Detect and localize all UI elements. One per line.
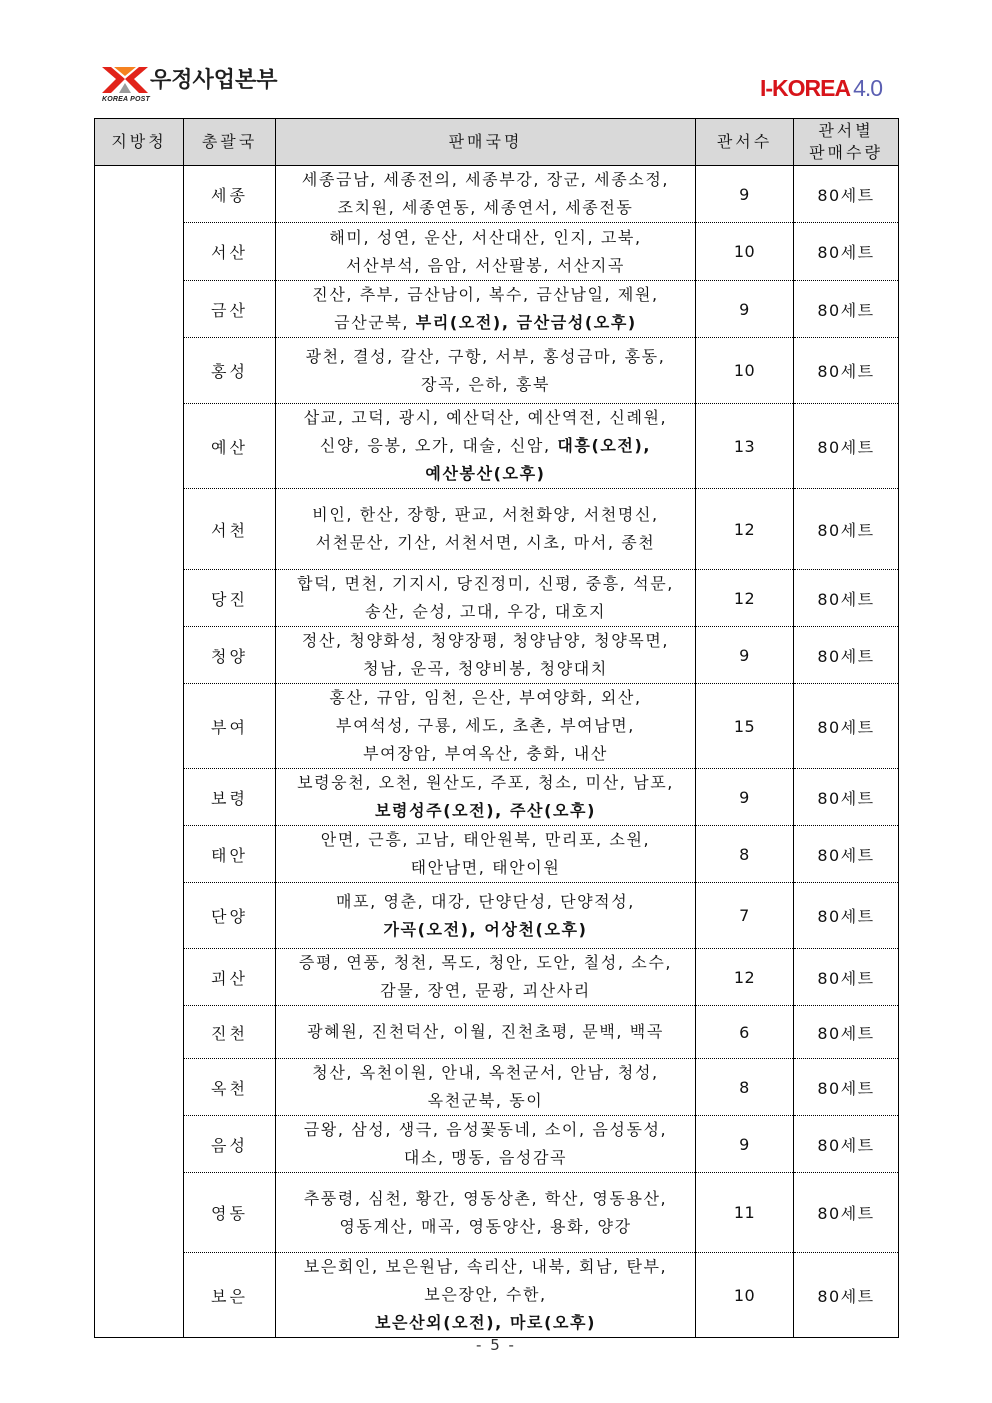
office-count-cell: 12 — [696, 570, 794, 627]
hq-office-cell: 세종 — [184, 166, 276, 223]
sales-offices-cell — [276, 281, 696, 338]
office-names-text: 부여장암, 부여옥산, 충화, 내산 — [363, 744, 608, 763]
office-line — [276, 1116, 695, 1144]
sales-qty-cell: 80세트 — [794, 223, 899, 281]
office-line — [276, 252, 695, 280]
office-count-cell: 6 — [696, 1006, 794, 1059]
column-header-office-count: 관서수 — [696, 119, 794, 166]
sales-offices-cell — [276, 769, 696, 826]
column-header-hq-office: 총괄국 — [184, 119, 276, 166]
office-names-text: 비인, 한산, 장항, 판교, 서천화양, 서천명신, — [312, 505, 659, 524]
sales-offices-cell — [276, 684, 696, 769]
table-row — [95, 1006, 899, 1059]
sales-qty-cell: 80세트 — [794, 627, 899, 684]
office-names-text: 보령웅천, 오천, 원산도, 주포, 청소, 미산, 남포, — [297, 773, 674, 792]
sales-qty-cell: 80세트 — [794, 166, 899, 223]
office-count-cell: 10 — [696, 223, 794, 281]
sales-qty-cell: 80세트 — [794, 489, 899, 570]
office-count-cell: 9 — [696, 627, 794, 684]
sales-offices-cell — [276, 1253, 696, 1338]
sales-offices-cell — [276, 166, 696, 223]
sales-offices-cell — [276, 883, 696, 949]
office-names-text: 감물, 장연, 문광, 괴산사리 — [380, 981, 591, 1000]
office-names-text: 부여석성, 구룡, 세도, 초촌, 부여남면, — [336, 716, 635, 735]
office-names-text: 조치원, 세종연동, 세종연서, 세종전동 — [337, 198, 634, 217]
table-row — [95, 404, 899, 489]
office-count-cell: 10 — [696, 338, 794, 404]
sales-offices-cell — [276, 1006, 696, 1059]
office-line — [276, 1309, 695, 1337]
office-names-bold-text: 보은산외(오전), 마로(오후) — [374, 1313, 597, 1332]
table-header — [95, 119, 899, 166]
office-line — [276, 1144, 695, 1172]
table-row — [95, 338, 899, 404]
office-line — [276, 769, 695, 797]
table-row — [95, 570, 899, 627]
hq-office-cell: 영동 — [184, 1173, 276, 1253]
office-names-text: 서산부석, 음암, 서산팔봉, 서산지곡 — [346, 255, 625, 275]
table-row — [95, 627, 899, 684]
sales-offices-cell — [276, 404, 696, 489]
hq-office-cell: 보은 — [184, 1253, 276, 1338]
sales-offices-cell — [276, 826, 696, 883]
office-names-bold-text: 부리(오전), 금산금성(오후) — [415, 313, 637, 332]
office-names-text: 삽교, 고덕, 광시, 예산덕산, 예산역전, 신례원, — [303, 408, 668, 427]
office-names-text: 추풍령, 심천, 황간, 영동상촌, 학산, 영동용산, — [303, 1188, 668, 1208]
table-row — [95, 883, 899, 949]
office-names-text: 진산, 추부, 금산남이, 복수, 금산남일, 제원, — [312, 285, 659, 304]
office-names-text: 매포, 영춘, 대강, 단양단성, 단양적성, — [336, 891, 635, 911]
office-count-cell: 9 — [696, 1116, 794, 1173]
office-count-cell: 13 — [696, 404, 794, 489]
korea-post-wordmark: KOREA POST — [102, 96, 151, 103]
office-line — [276, 501, 695, 529]
column-header-sales-qty — [794, 119, 899, 166]
table-row — [95, 1253, 899, 1338]
office-count-cell: 12 — [696, 489, 794, 570]
office-names-text: 광천, 결성, 갈산, 구항, 서부, 홍성금마, 홍동, — [305, 346, 666, 366]
office-line — [276, 854, 695, 882]
office-line — [276, 1281, 695, 1309]
office-count-cell: 15 — [696, 684, 794, 769]
hq-office-cell: 음성 — [184, 1116, 276, 1173]
office-names-text: 금왕, 삼성, 생극, 음성꽃동네, 소이, 음성동성, — [303, 1120, 668, 1139]
office-names-text: 송산, 순성, 고대, 우강, 대호지 — [364, 602, 607, 621]
office-names-text: 해미, 성연, 운산, 서산대산, 인지, 고북, — [329, 227, 642, 247]
hq-office-cell: 괴산 — [184, 949, 276, 1006]
sales-office-table — [94, 118, 899, 1338]
table-row — [95, 769, 899, 826]
hq-office-cell: 단양 — [184, 883, 276, 949]
hq-office-cell: 태안 — [184, 826, 276, 883]
office-names-text: 안면, 근흥, 고남, 태안원북, 만리포, 소원, — [320, 830, 651, 849]
office-count-cell: 8 — [696, 1059, 794, 1116]
office-names-text: 옥천군북, 동이 — [427, 1091, 544, 1110]
hq-office-cell: 서산 — [184, 223, 276, 281]
korea-post-logo-icon — [102, 66, 148, 94]
office-names-text: 청산, 옥천이원, 안내, 옥천군서, 안남, 청성, — [312, 1063, 659, 1082]
office-line — [276, 977, 695, 1005]
office-names-text: 태안남면, 태안이원 — [410, 858, 561, 877]
table-row — [95, 1059, 899, 1116]
office-count-cell: 10 — [696, 1253, 794, 1338]
sales-qty-cell: 80세트 — [794, 338, 899, 404]
sales-qty-cell: 80세트 — [794, 1059, 899, 1116]
office-line — [276, 712, 695, 740]
office-names-text: 세종금남, 세종전의, 세종부강, 장군, 세종소정, — [301, 170, 670, 189]
hq-office-cell: 홍성 — [184, 338, 276, 404]
office-line — [276, 1253, 695, 1281]
office-line — [276, 343, 695, 371]
office-names-text: 청남, 운곡, 청양비봉, 청양대치 — [363, 659, 608, 678]
office-line — [276, 224, 695, 252]
office-names-text: 장곡, 은하, 홍북 — [420, 374, 551, 394]
office-count-cell: 9 — [696, 166, 794, 223]
column-header-region-office: 지방청 — [95, 119, 184, 166]
column-header-sales-qty-line1: 관서별 — [818, 121, 874, 140]
table-row — [95, 166, 899, 223]
office-names-text: 광혜원, 진천덕산, 이월, 진천초평, 문백, 백곡 — [307, 1022, 664, 1041]
office-line — [276, 1018, 695, 1046]
hq-office-cell: 진천 — [184, 1006, 276, 1059]
office-line — [276, 797, 695, 825]
table-header-row — [95, 119, 899, 166]
office-line — [276, 1213, 695, 1241]
table-row — [95, 223, 899, 281]
i-korea-logo-main: I-KOREA — [760, 75, 851, 101]
hq-office-cell: 당진 — [184, 570, 276, 627]
table-row — [95, 1116, 899, 1173]
column-header-sales-offices: 판매국명 — [276, 119, 696, 166]
office-line — [276, 432, 695, 460]
sales-offices-cell — [276, 1173, 696, 1253]
sales-qty-cell: 80세트 — [794, 570, 899, 627]
office-line — [276, 684, 695, 712]
org-name: 우정사업본부 — [150, 68, 278, 93]
sales-qty-cell: 80세트 — [794, 1253, 899, 1338]
sales-offices-cell — [276, 627, 696, 684]
table-body — [95, 166, 899, 1338]
column-header-sales-qty-line2: 판매수량 — [809, 143, 883, 162]
office-names-text: 대소, 맹동, 음성감곡 — [403, 1148, 568, 1167]
office-names-text: 보은장안, 수한, — [424, 1285, 547, 1304]
office-line — [276, 1059, 695, 1087]
office-line — [276, 166, 695, 194]
office-line — [276, 281, 695, 309]
office-names-text: 금산군북, — [334, 313, 416, 332]
office-count-cell: 8 — [696, 826, 794, 883]
hq-office-cell: 예산 — [184, 404, 276, 489]
sales-qty-cell: 80세트 — [794, 1173, 899, 1253]
office-names-text: 영동계산, 매곡, 영동양산, 용화, 양강 — [339, 1216, 632, 1236]
hq-office-cell: 옥천 — [184, 1059, 276, 1116]
office-line — [276, 740, 695, 768]
sales-offices-cell — [276, 489, 696, 570]
table-row — [95, 949, 899, 1006]
office-names-text: 보은회인, 보은원남, 속리산, 내북, 회남, 탄부, — [303, 1257, 668, 1276]
sales-qty-cell: 80세트 — [794, 883, 899, 949]
sales-qty-cell: 80세트 — [794, 404, 899, 489]
office-names-bold-text: 보령성주(오전), 주산(오후) — [374, 801, 597, 820]
page-number: - 5 - — [476, 1336, 516, 1354]
sales-qty-cell: 80세트 — [794, 281, 899, 338]
office-line — [276, 1185, 695, 1213]
office-names-text: 증평, 연풍, 청천, 목도, 청안, 도안, 칠성, 소수, — [298, 953, 673, 972]
office-names-bold-text: 가곡(오전), 어상천(오후) — [383, 919, 588, 939]
office-line — [276, 1087, 695, 1115]
office-line — [276, 460, 695, 488]
office-line — [276, 627, 695, 655]
office-names-bold-text: 대흥(오전), — [557, 436, 652, 455]
sales-qty-cell: 80세트 — [794, 826, 899, 883]
hq-office-cell: 청양 — [184, 627, 276, 684]
office-names-text: 정산, 청양화성, 청양장평, 청양남양, 청양목면, — [301, 631, 670, 650]
sales-qty-cell: 80세트 — [794, 1116, 899, 1173]
table-row — [95, 684, 899, 769]
office-count-cell: 7 — [696, 883, 794, 949]
office-line — [276, 309, 695, 337]
table-row — [95, 826, 899, 883]
sales-offices-cell — [276, 570, 696, 627]
office-names-bold-text: 예산봉산(오후) — [425, 464, 546, 483]
office-line — [276, 404, 695, 432]
hq-office-cell: 부여 — [184, 684, 276, 769]
office-line — [276, 916, 695, 944]
sales-qty-cell: 80세트 — [794, 769, 899, 826]
office-line — [276, 949, 695, 977]
office-line — [276, 598, 695, 626]
i-korea-logo-version: 4.0 — [853, 75, 883, 101]
office-names-text: 서천문산, 기산, 서천서면, 시초, 마서, 종천 — [315, 533, 656, 552]
office-names-text: 신양, 응봉, 오가, 대술, 신암, — [319, 436, 558, 455]
table-row — [95, 281, 899, 338]
sales-offices-cell — [276, 1059, 696, 1116]
office-line — [276, 888, 695, 916]
office-line — [276, 371, 695, 399]
hq-office-cell: 보령 — [184, 769, 276, 826]
sales-qty-cell: 80세트 — [794, 684, 899, 769]
i-korea-logo — [760, 75, 882, 101]
office-count-cell: 9 — [696, 769, 794, 826]
region-office-cell — [95, 166, 184, 1338]
office-names-text: 합덕, 면천, 기지시, 당진정미, 신평, 중흥, 석문, — [297, 574, 674, 593]
table-row — [95, 1173, 899, 1253]
office-line — [276, 194, 695, 222]
office-count-cell: 11 — [696, 1173, 794, 1253]
office-line — [276, 826, 695, 854]
korea-post-logo — [102, 66, 152, 108]
sales-offices-cell — [276, 949, 696, 1006]
office-line — [276, 529, 695, 557]
office-line — [276, 655, 695, 683]
office-count-cell: 12 — [696, 949, 794, 1006]
table-row — [95, 489, 899, 570]
sales-qty-cell: 80세트 — [794, 949, 899, 1006]
sales-offices-cell — [276, 1116, 696, 1173]
office-names-text: 홍산, 규암, 임천, 은산, 부여양화, 외산, — [329, 688, 642, 707]
office-line — [276, 570, 695, 598]
hq-office-cell: 서천 — [184, 489, 276, 570]
sales-qty-cell: 80세트 — [794, 1006, 899, 1059]
hq-office-cell: 금산 — [184, 281, 276, 338]
office-count-cell: 9 — [696, 281, 794, 338]
sales-offices-cell — [276, 223, 696, 281]
sales-offices-cell — [276, 338, 696, 404]
